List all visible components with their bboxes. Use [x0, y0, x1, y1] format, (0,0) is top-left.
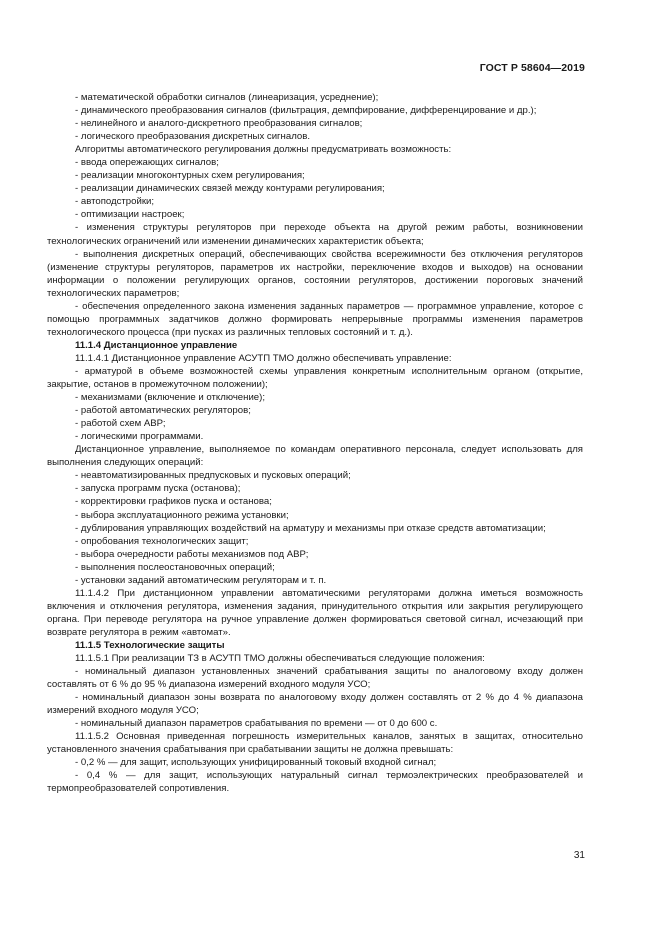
paragraph: - установки заданий автоматическим регуляторам и т. п.: [75, 574, 327, 586]
paragraph: - дублирования управляющих воздействий на арматуру и механизмы при отказе средств автоматизации;: [75, 522, 546, 534]
paragraph: - математической обработки сигналов (линеаризация, усреднение);: [75, 92, 379, 103]
paragraph: - номинальный диапазон установленных значений срабатывания защиты по аналоговому входу должен составлять от 6 % до 95 % диапазона измерений входного модуля УСО;: [47, 666, 583, 691]
paragraph: Дистанционное управление, выполняемое по командам оперативного персонала, следует использовать для выполнения следующих операций:: [47, 444, 583, 469]
paragraph: - выполнения дискретных операций, обеспечивающих свойства всережимности без отключения регуляторов (изменение структуры регуляторов, параметров их настройки, переключение входов и выходов) на основании информации о положении регулирующих органов, состоянии регуляторов, достижении пороговых значений технологических параметров;: [47, 248, 583, 299]
paragraph: - 0,2 % — для защит, использующих унифицированный токовый входной сигнал;: [75, 757, 437, 769]
paragraph: 11.1.5.2 Основная приведенная погрешность измерительных каналов, занятых в защитах, относительно установленного значения срабатывания при срабатывании защиты не должна превышать:: [47, 731, 583, 756]
paragraph: 11.1.4.2 При дистанционном управлении автоматическими регуляторами должна иметься возможность включения и отключения регулятора, изменения задания, принудительного открытия или закрытия регулирующего органа. При переводе регулятора на ручное управление должен формироваться световой сигнал, исчезающий при возврате регулятора в режим «автомат».: [47, 587, 583, 638]
paragraph: - неавтоматизированных предпусковых и пусковых операций;: [75, 470, 351, 482]
paragraph: - номинальный диапазон зоны возврата по аналоговому входу должен составлять от 2 % до 4 % диапазона измерений входного модуля УСО;: [47, 692, 583, 717]
section-heading: 11.1.4 Дистанционное управление: [75, 339, 238, 351]
paragraph: - оптимизации настроек;: [75, 209, 185, 221]
paragraph: - логического преобразования дискретных сигналов.: [75, 131, 310, 143]
paragraph: - работой схем АВР;: [75, 418, 166, 430]
paragraph: - изменения структуры регуляторов при переходе объекта на другой режим работы, возникновении технологических ограничений или изменении динамических характеристик объекта;: [47, 222, 583, 247]
paragraph: 11.1.5.1 При реализации ТЗ в АСУТП ТМО должны обеспечиваться следующие положения:: [75, 653, 485, 665]
paragraph: - выполнения послеостановочных операций;: [75, 561, 275, 573]
paragraph: - арматурой в объеме возможностей схемы управления конкретным исполнительным органом (открытие, закрытие, останов в промежуточном положении);: [47, 365, 583, 391]
paragraph: - выбора очередности работы механизмов под АВР;: [75, 548, 309, 560]
paragraph: - запуска программ пуска (останова);: [75, 483, 241, 495]
paragraph: - ввода опережающих сигналов;: [75, 157, 219, 169]
paragraph: - реализации многоконтурных схем регулирования;: [75, 170, 305, 182]
paragraph: - динамического преобразования сигналов (фильтрация, демпфирование, дифференцирование и др.);: [75, 105, 537, 117]
paragraph: - обеспечения определенного закона изменения заданных параметров — программное управление, которое с помощью программных задатчиков должно формировать непрерывные программы изменения параметров технологического процесса (при пусках из различных тепловых состояний и т. д.).: [47, 300, 583, 338]
page-number: 31: [573, 850, 585, 861]
paragraph: - реализации динамических связей между контурами регулирования;: [75, 183, 385, 195]
paragraph: - номинальный диапазон параметров срабатывания по времени — от 0 до 600 с.: [75, 718, 438, 730]
paragraph: - выбора эксплуатационного режима установки;: [75, 509, 289, 521]
paragraph: - опробования технологических защит;: [75, 535, 249, 547]
paragraph: - 0,4 % — для защит, использующих натуральный сигнал термоэлектрических преобразователей и термопреобразователей сопротивления.: [47, 770, 583, 795]
paragraph: - корректировки графиков пуска и останова;: [75, 496, 272, 508]
paragraph: - нелинейного и аналого-дискретного преобразования сигналов;: [75, 118, 363, 130]
section-heading: 11.1.5 Технологические защиты: [75, 639, 225, 651]
standard-designation: ГОСТ Р 58604—2019: [479, 62, 585, 74]
paragraph: - логическими программами.: [75, 431, 204, 443]
paragraph: - автоподстройки;: [75, 196, 155, 208]
paragraph: 11.1.4.1 Дистанционное управление АСУТП ТМО должно обеспечивать управление:: [75, 352, 452, 364]
document-body: [47, 91, 583, 796]
paragraph: - работой автоматических регуляторов;: [75, 405, 251, 417]
paragraph: Алгоритмы автоматического регулирования должны предусматривать возможность:: [75, 144, 452, 156]
paragraph: - механизмами (включение и отключение);: [75, 392, 266, 404]
